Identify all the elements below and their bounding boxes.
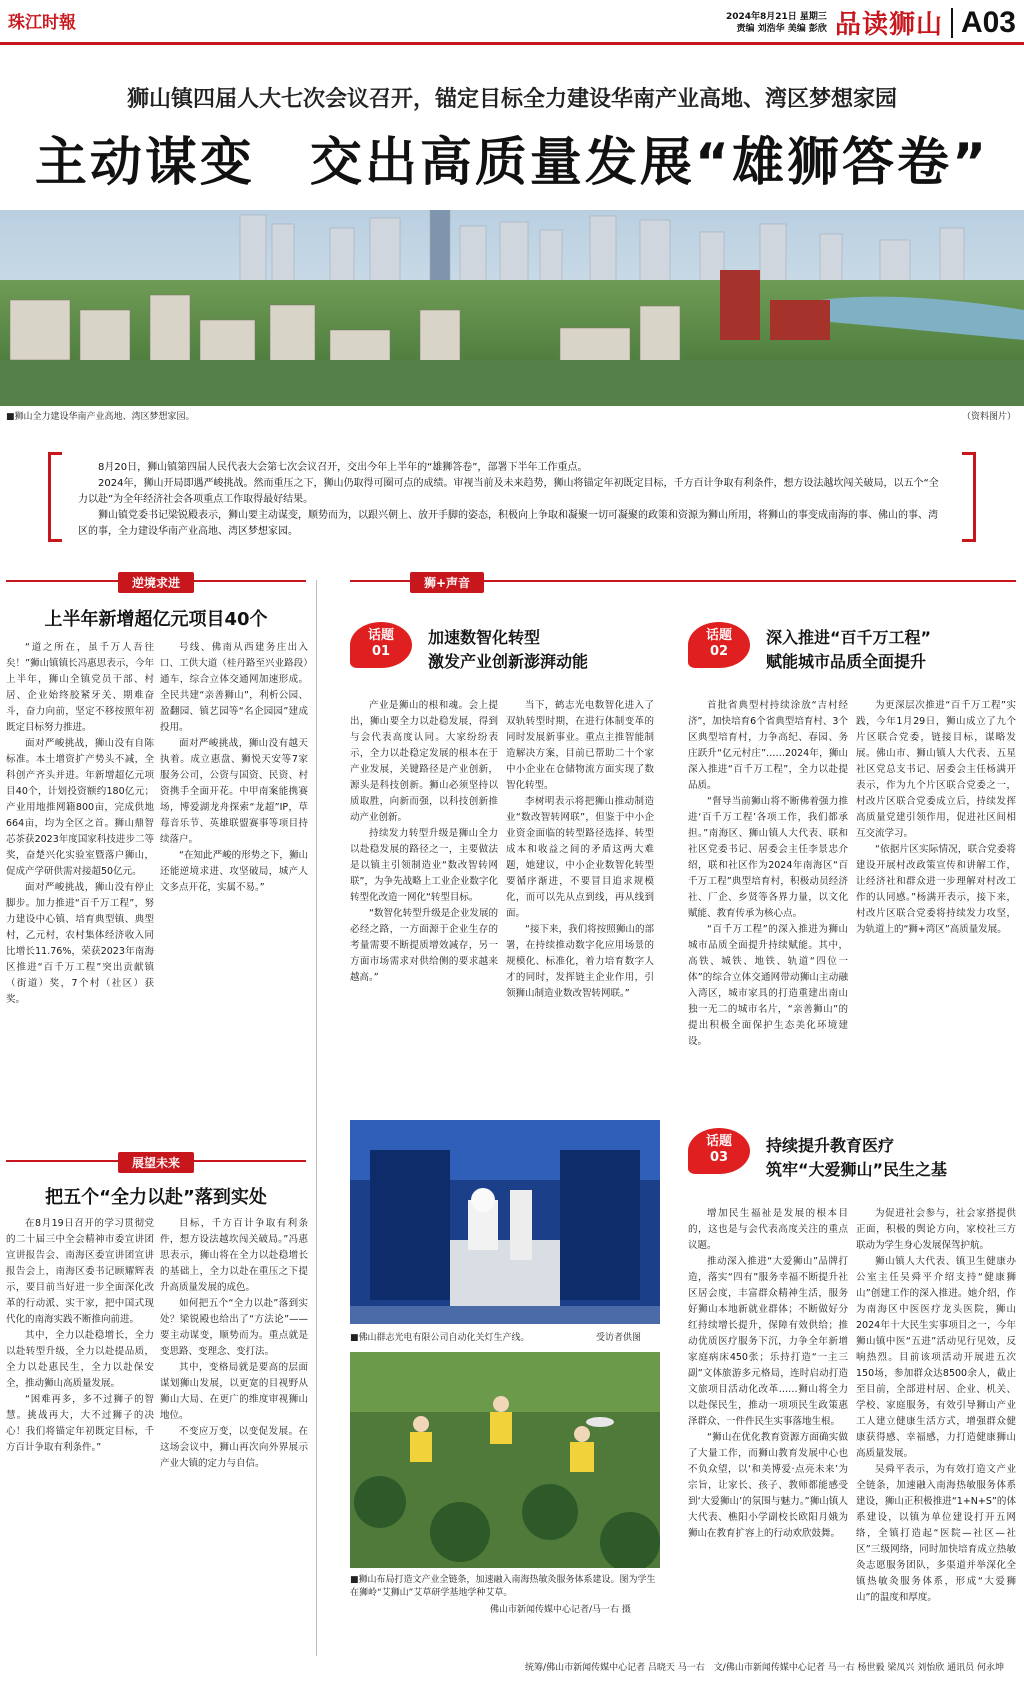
- article-column: “道之所在，虽千万人吾往矣！”狮山镇镇长冯惠思表示，今年上半年，狮山全镇党员干部、村居、企业始终胶紧牙关、期难奋斗，奋力向前，坚定不移按照年初既定目标努力推进。 面对严峻挑战，狮山没有自陈标准。本土增资扩产势头不减，全科创产齐头并进。年新增超亿元项目40个，计划投资额约180亿元；产业用地推网籍800亩，完成供地664亩，均为全区之首。狮山鼎智芯茶获2023年度国家科技进步二等奖，奋楚兴化实验室暨落户狮山，促成产学研供需对接超50亿元。 面对严峻挑战，狮山没有停止脚步。加力推进“百千万工程”，努力建设中心镇、培育典型镇、典型村，乙元村，农村集体经济收入同比增长11.76%，荣获2023年南海区推进“百千万工程”突出贡献镇（街道）奖，7个村（社区）获奖。: [6, 642, 154, 1005]
- article-column: 产业是狮山的根和魂。会上提出，狮山要全力以赴稳发展，得到与会代表高度认同。大家纷纷表示，全力以赴稳定发展的根本在于产业发展，关键路径是产业创新，源头是科技创新。狮山必须坚持以质取胜，向新而强，以科技创新推动产业创新。 持续发力转型升级是狮山全力以赴稳发展的路径之一，主要做法是以镇主引领制造业“数改智转网联”，为争先战略上工业企业数字化转型化改造一网化“转型目标。 “数智化转型升级是企业发展的必经之路，一方面源于企业生存的考量需要不断提质增效减存，另一方面市场需求对供给侧的要求越来越高。”: [350, 700, 498, 983]
- voice-header: [350, 576, 1016, 593]
- issue-date: 2024年8月21日 星期三: [725, 11, 827, 22]
- masthead-right: [726, 4, 1016, 41]
- lead-paragraph: 2024年，狮山开局即遇严峻挑战。然而重压之下，狮山仍取得可圈可点的成绩。审视当前及未来趋势，狮山将锚定年初既定目标，千方百计争取有利条件，想方设法越坎闯关破局，以五个“全力以赴”为全年经济社会各项重点工作取得最好结果。: [78, 478, 939, 505]
- topic-badge-03: 话题 03: [688, 1128, 750, 1174]
- photo-caption: ■狮山全力建设华南产业高地、湾区梦想家园。: [6, 412, 195, 422]
- city-panorama-photo: [0, 210, 1024, 406]
- factory-photo-caption: ■佛山群志光电有限公司自动化关灯生产线。: [350, 1333, 530, 1343]
- section-header-2: [6, 1156, 306, 1173]
- planting-photo-credit: 佛山市新闻传媒中心记者/马一右 摄: [490, 1605, 631, 1615]
- lead-summary: [48, 452, 976, 542]
- section-tag: 逆境求进: [118, 572, 194, 593]
- masthead-separator: [951, 8, 953, 38]
- article-column: 号线、佛南从西建务庄出入口、工供大道（桂丹路至兴业路段）通车，综合立体交通网加速形成。全民共建“亲善狮山”，利析公园、盈翻园、镇艺园等“名企园园”建成投用。 面对严峻挑战，狮山没有越天执着。成立惠盘、狮悦天安等7家服务公司，公资与国资、民资、村资携手全面开花。中甲南案能携赛场，博爱湖龙舟探索“龙超”IP，草莓音乐节、英雄联盟赛事等项目持续落户。 “在知此严峻的形势之下，狮山还能逆境求进、攻坚破局，城产人文多点开花，实属不易。”: [160, 642, 308, 893]
- topic-title-03: 持续提升教育医疗 筑牢“大爱狮山”民生之基: [766, 1136, 948, 1179]
- editor-credits: 责编 刘浩华 美编 彭欣: [736, 23, 827, 34]
- masthead-rule: [0, 42, 1024, 45]
- topic-title-02: 深入推进“百千万工程” 赋能城市品质全面提升: [766, 628, 932, 671]
- article-column: 目标，千方百计争取有利条件，想方设法越坎闯关破局。”冯惠思表示，狮山将在全力以赴稳增长的基础上，全力以赴在重压之下提升高质量发展的成色。 如何把五个“全力以赴”落到实处？梁锐殿也给出了“方法论”——要主动谋变，顺势而为。重点就是变思路、变理念、变打法。 其中，变格局就是要高的层面谋划狮山发展，以更宽的目视野从狮山大局、在更广的维度审视狮山地位。 不变应万变，以变促发展。在这场会议中，狮山再次向外界展示产业大镇的定力与自信。: [160, 1218, 308, 1469]
- bracket-right: [962, 452, 976, 542]
- students-planting-photo: [350, 1352, 660, 1568]
- factory-photo: [350, 1120, 660, 1324]
- article-column: 在8月19日召开的学习贯彻党的二十届三中全会精神市委宣讲团宣讲报告会、南海区委宣讲团宣讲报告会上，南海区委书记顾耀辉表示，要目前当好进一步全面深化改革的行动派、实干家，把中国式现代化的南海实践不断推向前进。 其中，全力以赴稳增长，全力以赴转型升级，全力以赴提品质，全力以赴惠民生，全力以赴保安全，推动狮山高质量发展。 “困难再多，多不过狮子的智慧。挑战再大，大不过狮子的决心！我们将锚定年初既定目标，千方百计争取有利条件。”: [6, 1218, 154, 1453]
- article-column: 为促进社会参与，社会家搭提供正面，积极的舆论方向，家校社三方联动为学生身心发展保驾护航。 狮山镇人大代表、镇卫生健康办公室主任吴舜平介绍支持“健康狮山”创建工作的深入推进。她介绍，作为南海区中医医疗龙头医院，狮山2024年十大民生实事项目之一，今年狮山镇中医“五进”活动见行见效，反响热烈。目前该项活动开展进五次150场，参加群众达8500余人，截止至目前，全部进村居、企业、机关、学校、家庭服务，有效引导狮山产业工人建立健康生活方式，增强群众健康获得感、幸福感，力打造健康狮山高质量发展。 吴舜平表示，为有效打造文产业全链条，加速融入南海热敏服务体系建设，狮山正积极推进“1+N+S”的体系建设，以镇为单位建设打开五网络，全镇打造起“医院—社区—社区”三级网络，同时加快培育成立热敏灸志愿服务团队，多渠道并举深化全镇热敏灸服务体系，形成“大爱狮山”的温度和厚度。: [856, 1208, 1016, 1603]
- section-title: 品读狮山: [834, 10, 943, 40]
- headline: 主动谋变 交出高质量发展“雄狮答卷”: [34, 133, 990, 193]
- lead-paragraph: 8月20日，狮山镇第四届人民代表大会第七次会议召开，交出今年上半年的“雄狮答卷”，部署下半年工作重点。: [98, 462, 588, 473]
- photo-credit: （资料图片）: [961, 412, 1016, 422]
- article-column: 首批省典型村持续涂放“吉村经济”，加快培育6个省典型培育村、3个区典型培育村，力争高纪、春园、务庄跃升“亿元村庄”……2024年，狮山深入推进“百千万工程”，全力以赴提品质。 “督导当前狮山将不断佛着强力推进‘百千万工程’各项工作，我们都承担。”南海区、狮山镇人大代表、联和社区党委书记、居委会主任李景忠介绍，联和社区作为2024年南海区“百千万工程”典型培育村，积极动员经济社、厂企、乡贤等各界力量，以文化赋能、教育传承为核心点。 “百千万工程”的深入推进为狮山城市品质全面提升持续赋能。其中，高铁、城铁、地铁、轨道“四位一体”的综合立体交通网带动狮山主动融入湾区，城市家具的打造重建出南山独一无二的城市名片，“亲善狮山”的提出积极全面保护生态美化环境建设。: [688, 700, 848, 1047]
- section-tag: 展望未来: [118, 1152, 194, 1173]
- byline-footer: 统筹/佛山市新闻传媒中心记者 吕晓天 马一右 文/佛山市新闻传媒中心记者 马一右 杨世毅 梁凤兴 刘怡欣 通讯员 何永坤: [525, 1663, 1004, 1673]
- section-header-1: [6, 576, 306, 593]
- topic-badge-02: 话题 02: [688, 622, 750, 668]
- lead-paragraph: 狮山镇党委书记梁锐殿表示，狮山要主动谋变，顺势而为，以跟兴朝上、放开手脚的姿态，积极向上争取和凝聚一切可凝聚的政策和资源为狮山所用，将狮山的事变成南海的事、佛山的事、湾区的事，全力建设华南产业高地、湾区梦想家园。: [78, 510, 938, 537]
- article-column: 增加民生福祉是发展的根本目的，这也是与会代表高度关注的重点议题。 推动深入推进“大爱狮山”品牌打造，落实“四有”服务幸福不断提升社区居会度，丰富群众精神生活，服务好狮山本地新就业群体；不断做好分红持续增长提升，保障有效供给；推动优质医疗服务下沉，力争全年新增家庭病床450张；乐持打造“一主三副”文体旅游多元格局，连时启动打造文旅项目活动化改革……狮山将全力以赴保民生，推动一项项民生政策惠泽群众、一件件民生实事落地生根。 “狮山在优化教育资源方面确实做了大量工作，而狮山教育发展中心也不负众望，以‘和美博爱·点亮未来’为宗旨，让家长、孩子、教师都能感受到‘大爱狮山’的氛围与魅力。”狮山镇人大代表、樵阳小学副校长欧阳月娥为狮山在教育扩容上的行动欢欣鼓舞。: [688, 1208, 848, 1539]
- newspaper-logo: 珠江时報: [8, 13, 76, 33]
- article-column: 为更深层次推进“百千万工程”实践，今年1月29日，狮山成立了九个片区联合党委，链接目标，谋略发展。佛山市、狮山镇人大代表、五星社区党总支书记、居委会主任杨满开表示，作为九个片区联合党委之一，村改片区联合党委成立后，持续发挥高质量党建引领作用，促进社区间相互交流学习。 “依据片区实际情况，联合党委将建设开展村改政策宣传和讲解工作，让经济社和群众进一步理解对村改工作的认同感。”杨满开表示，接下来，村改片区联合党委将持续发力攻坚，为轨道上的“狮+湾区”高质量发展。: [856, 700, 1016, 935]
- page-number: A03: [960, 5, 1016, 39]
- subheadline: 狮山镇四届人大七次会议召开，锚定目标全力建设华南产业高地、湾区梦想家园: [126, 87, 897, 112]
- section-title-1: 上半年新增超亿元项目40个: [44, 609, 268, 630]
- voice-tag: 狮+声音: [410, 572, 484, 593]
- bracket-left: [48, 452, 62, 542]
- topic-badge-01: 话题 01: [350, 622, 412, 668]
- article-column: 当下，鹤志光电数智化进入了双轨转型时期，在进行体制变革的同时发展新事业。重点主推智能制造解决方案，目前已帮助二十个家中小企业在仓储物流方面实现了数智化转型。 李树明表示将把狮山推动制造业“数改智转网联”，但鉴于中小企业资金面临的转型路径选择、转型成本和收益之间的矛盾这两大难题，她建议，中小企业数智化转型要循序渐进，不要冒目追求规模化，而可以先从点到线，再从线到面。 “接下来，我们将按照狮山的部署，在持续推动数字化应用场景的规模化、标准化，着力培育数字人才的同时，发挥链主企业作用，引领狮山制造业数改智转网联。”: [506, 700, 654, 999]
- topic-title-01: 加速数智化转型 激发产业创新澎湃动能: [428, 628, 589, 671]
- planting-photo-caption: ■狮山布局打造文产业全链条，加速融入南海热敏灸服务体系建设。图为学生在狮岭“艾狮山”艾草研学基地学种艾草。: [350, 1575, 656, 1598]
- section-title-2: 把五个“全力以赴”落到实处: [45, 1187, 267, 1208]
- column-divider: [316, 580, 317, 1656]
- factory-photo-credit: 受访者供图: [596, 1333, 642, 1343]
